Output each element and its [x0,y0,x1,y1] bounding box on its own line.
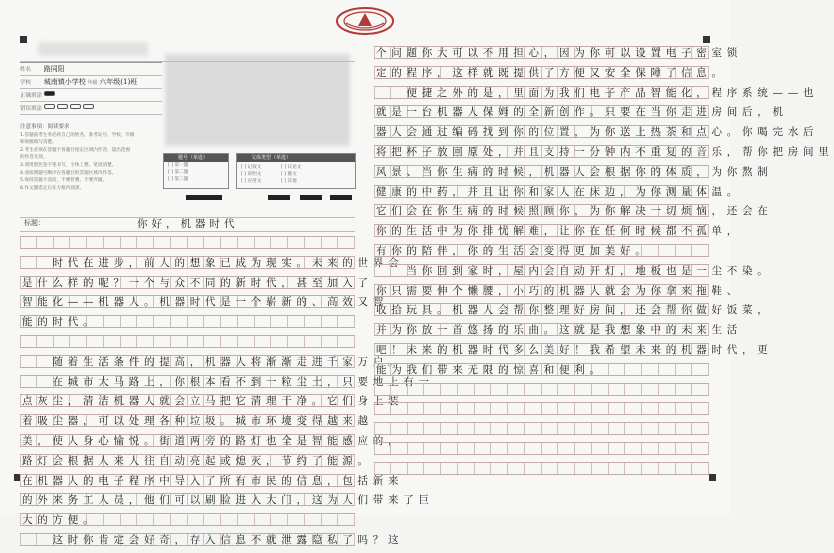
grid-row [374,323,742,337]
handwritten-line: 就是一台机器人保姆的全新创作。只要在当你走进房间后，机 [376,106,788,119]
handwritten-line: 的外来务工人员，他们可以刷脸进入大门，这为人们带来了巨 [22,494,434,507]
corner-marker [709,474,716,481]
grid-row [20,493,434,507]
grid-row [20,295,388,309]
timing-bar [300,195,322,200]
handwritten-line: 这时你肯定会好奇，存入信息不就泄露隐私了吗？这 [22,533,404,546]
notes-title: 注意事项：阅读要求 [20,124,70,130]
school-emblem-logo [334,6,396,36]
genre-option[interactable]: [ ] 其他 [281,179,297,184]
handwritten-line: 收拾玩具。机器人会帮你整理好房间，还会帮你做好饭菜， [376,304,773,317]
grid-row [374,185,742,198]
handwritten-line: 大的方便。 [22,514,99,527]
essay-title: 你好，机器时代 [137,218,239,230]
redacted-title [38,42,148,56]
grid-row [374,244,709,257]
grid-row [374,303,773,317]
grid-row [374,125,819,139]
grid-row [374,383,709,396]
grid-row [374,224,742,238]
genre-option[interactable]: [ ] 记叙文 [241,165,262,170]
grid-row [20,454,373,467]
grid-row [20,256,404,269]
timing-bar [186,195,222,200]
handwritten-line: 是什么样的呢？一个与众不同的新时代，甚至加入了 [22,276,373,289]
right-writing-grid [374,46,834,482]
note-line: 1.答题前考生务必将自己的姓名、准考证号、学校、年级 [20,132,135,138]
handwritten-line: 在机器人的电子程序中导入了所有市民的信息，包括新来 [22,474,404,487]
corner-marker [703,36,710,43]
note-line: 5.保持答题卡清洁，不要折叠、不要弄破。 [20,178,108,184]
genre-option[interactable]: [ ] 应用文 [241,179,262,184]
handwritten-line: 风景、当你生病的时候，机器人会根据你的体质，为你熬制 [376,165,773,178]
handwritten-line: 在城市大马路上，你根本看不到一粒尘土，只要地上有一 [22,375,434,388]
grid-row [374,343,773,356]
question-option[interactable]: [ ] 第三题 [168,177,189,182]
grid-row [374,264,773,277]
handwritten-line: 器人会通过编码找到你的位置，为你送上热茶和点心。你喝完水后 [376,126,819,139]
handwritten-line: 便捷之外的是，里面为我们电子产品智能化，程序系统——也 [376,86,819,99]
handwritten-line: 着吸尘器，可以处理各种垃圾。城市环境变得越来越 [22,415,373,428]
handwritten-line: 吧！未来的机器时代多么美好！我希望未来的机器时代，更 [376,343,773,356]
handwritten-line [376,443,709,456]
handwritten-line: 路灯会根据人来人往自动亮起或熄灭，节约了能源。 [22,454,373,467]
grid-row [20,355,404,368]
genre-option[interactable]: [ ] 散文 [281,172,297,177]
handwritten-line: 有你的陪伴，你的生活会变得更加美好。 [376,244,651,257]
grid-row [20,394,404,408]
genre-box-title: 文体类型（单选） [237,154,355,162]
grid-row [374,402,709,415]
handwritten-line: 时代在进步，前人的想象已成为现实。未来的世界会 [22,256,404,269]
handwritten-line: 个问题你大可以不用担心，因为你可以设置电子密室锁 [376,47,742,59]
note-line: 6.作文题选定后在方框内涂黑。 [20,185,85,191]
note-line: 3.请用黑色签字笔书写，字体工整、笔迹清楚。 [20,162,117,168]
timing-bar [330,195,352,200]
grade-value: 六年级(1)班 [99,78,138,86]
grid-row [374,442,709,455]
handwritten-line: 随着生活条件的提高，机器人将渐渐走进千家万户。 [22,355,404,368]
handwritten-line [22,336,355,349]
grid-row [20,414,373,428]
handwritten-line: 智能化——机器人。机器时代是一个崭新的、高效又智 [22,296,388,309]
grid-row [374,422,709,435]
grid-row [374,105,788,119]
handwritten-line [376,423,709,436]
note-line: 的作答无效。 [20,155,48,161]
question-option[interactable]: [ ] 第二题 [168,170,189,175]
handwritten-line: 定的程序，这样就既提供了方便又安全保障了信息。 [376,66,727,79]
notes-block [20,124,160,192]
grid-row [20,236,355,249]
grid-row [20,474,404,487]
genre-box [236,153,356,189]
grid-row [374,204,773,218]
handwritten-line: 你只需要伸个懒腰，小巧的机器人就会为你拿来拖鞋、 [376,284,742,297]
grid-row [374,145,834,158]
handwritten-line [376,403,709,416]
correct-fill-label: 正确填涂 [20,92,43,99]
wrong-fill-row [20,102,162,115]
school-label: 学校 [20,80,32,86]
grid-row [20,375,434,388]
handwritten-line: 点灰尘，清洁机器人就会立马把它清理干净。它们身上装 [22,395,404,408]
grid-row [20,434,404,447]
handwritten-line: 并为你放一首悠扬的乐曲。这就是我想象中的未来生活 [376,324,742,337]
student-info [20,62,162,121]
grid-row [20,513,355,526]
corner-marker [20,36,27,43]
wrong-fill-sample [44,102,96,114]
grid-row [374,66,727,79]
handwritten-line: 将把杯子放回原处，并且支持一分钟内不重复的音乐，帮你把房间里 [376,145,834,158]
name-value: 路同阳 [43,65,65,73]
handwritten-line [22,237,355,250]
name-label: 姓名 [20,67,32,73]
genre-option[interactable]: [ ] 议论文 [281,165,302,170]
question-number-box [163,153,229,189]
school-row [20,76,162,89]
wrong-fill-label: 错误填涂 [20,105,43,112]
note-line: 2.考生必须在答题卡各题目指定区域内作答，超出范围 [20,147,131,153]
name-row [20,63,162,76]
grid-row [374,284,742,297]
grid-row [374,165,773,178]
grid-row [374,86,819,99]
question-option[interactable]: [ ] 第一题 [168,163,189,168]
redacted-barcode [165,54,350,146]
grade-label: 年级 [87,80,98,86]
grid-row [374,363,709,376]
handwritten-line: 你的生活中为你排忧解难，让你在任何时候都不孤单， [376,225,742,238]
handwritten-line [376,384,709,397]
grid-row [20,276,373,289]
handwritten-line: 能的时代。 [22,316,99,329]
note-line: 和班级填写清楚。 [20,140,57,146]
handwritten-line: 它们会在你生病的时候照顾你，为你解决一切烦恼，还会在 [376,205,773,218]
grid-row [374,46,742,59]
grid-row [20,533,404,546]
left-writing-grid [20,236,434,553]
handwritten-line: 健康的中药，并且让你和家人在床边，为你测量体温。 [376,185,742,198]
handwritten-line [376,463,709,476]
title-label: 标题： [24,219,45,227]
note-line: 4.请按照题号顺序在各题目的答题区域内作答。 [20,170,117,176]
question-box-title: 题号（单选） [164,154,228,162]
timing-bar [268,195,290,200]
correct-fill-row [20,89,162,102]
grid-row [374,462,709,475]
genre-option[interactable]: [ ] 说明文 [241,172,262,177]
grid-row [20,315,355,328]
school-value: 城南镇小学校 [43,78,86,86]
correct-fill-sample [44,89,57,101]
handwritten-line: 美，使人身心愉悦。街道两旁的路灯也全是智能感应的， [22,434,404,447]
grid-row [20,335,355,348]
handwritten-line: 能为我们带来无限的惊喜和便利。 [376,363,605,376]
handwritten-line: 当你回到家时，屋内会自动开灯，地板也是一尘不染。 [376,264,773,277]
